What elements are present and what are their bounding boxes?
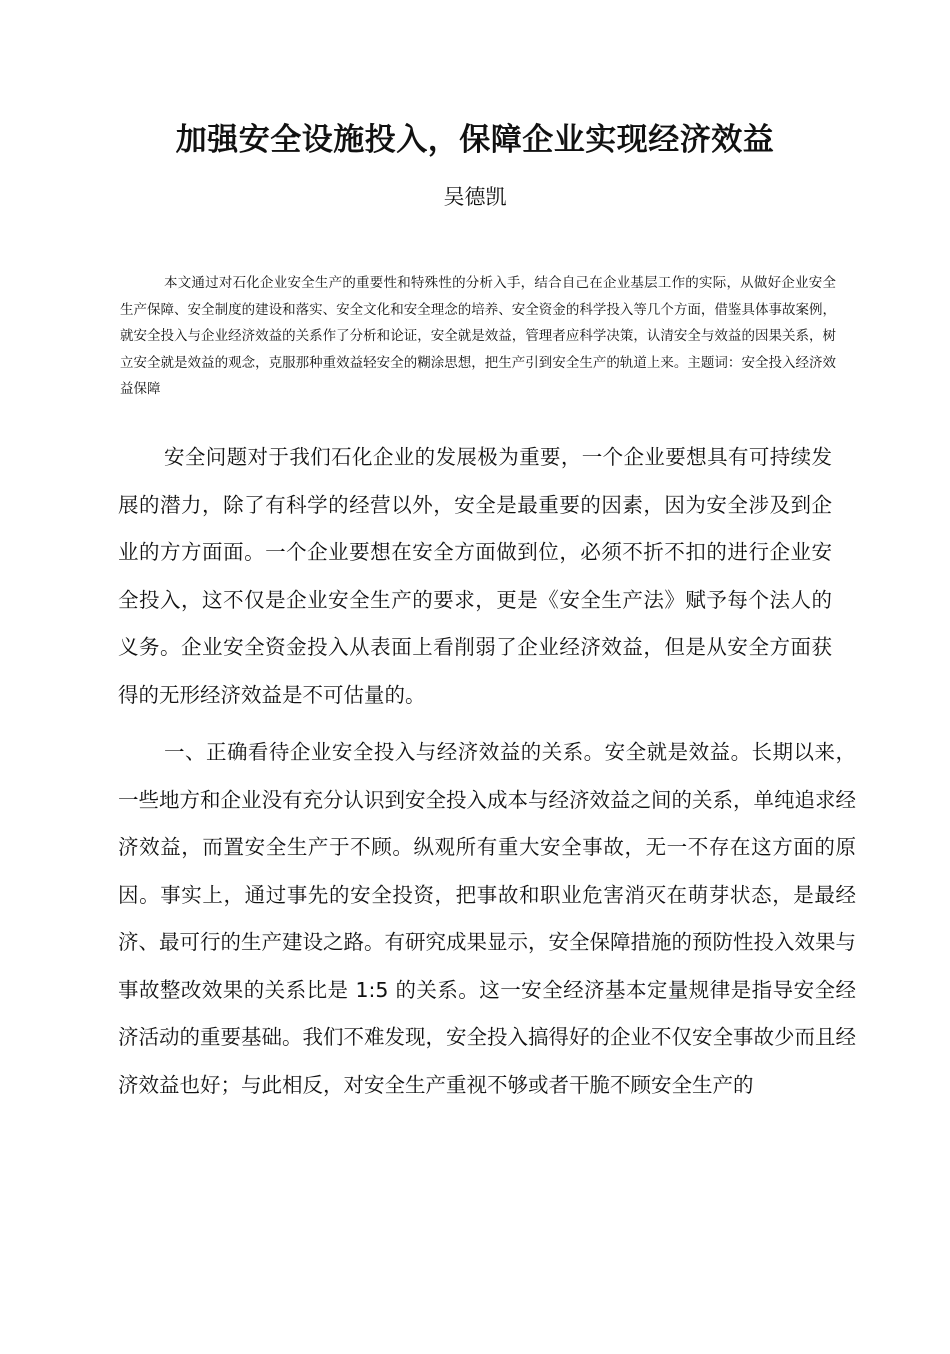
body-paragraph-1: 安全问题对于我们石化企业的发展极为重要，一个企业要想具有可持续发展的潜力，除了有科学的经营以外，安全是最重要的因素，因为安全涉及到企业的方方面面。一个企业要想在安全方面做到位，必须不折不扣的进行企业安全投入，这不仅是企业安全生产的要求，更是《安全生产法》赋予每个法人的义务。企业安全资金投入从表面上看削弱了企业经济效益，但是从安全方面获得的无形经济效益是不可估量的。 [118, 445, 832, 707]
document-title: 加强安全设施投入，保障企业实现经济效益 [175, 122, 775, 158]
abstract: 本文通过对石化企业安全生产的重要性和特殊性的分析入手，结合自己在企业基层工作的实际，从做好企业安全生产保障、安全制度的建设和落实、安全文化和安全理念的培养、安全资金的科学投入等几个方面，借鉴具体事故案例，就安全投入与企业经济效益的关系作了分析和论证，安全就是效益，管理者应科学决策，认清安全与效益的因果关系，树立安全就是效益的观念，克服那种重效益轻安全的糊涂思想，把生产引到安全生产的轨道上来。主题词：安全投入经济效益保障 [120, 275, 836, 397]
author-name: 吴德凯 [443, 185, 507, 209]
body-paragraph-2: 一、正确看待企业安全投入与经济效益的关系。安全就是效益。长期以来，一些地方和企业没有充分认识到安全投入成本与经济效益之间的关系，单纯追求经济效益，而置安全生产于不顾。纵观所有重大安全事故，无一不存在这方面的原因。事实上，通过事先的安全投资，把事故和职业危害消灭在萌芽状态，是最经济、最可行的生产建设之路。有研究成果显示，安全保障措施的预防性投入效果与事故整改效果的关系比是 1:5 的关系。这一安全经济基本定量规律是指导安全经济活动的重要基础。我们不难发现，安全投入搞得好的企业不仅安全事故少而且经济效益也好；与此相反，对安全生产重视不够或者干脆不顾安全生产的 [118, 740, 856, 1097]
